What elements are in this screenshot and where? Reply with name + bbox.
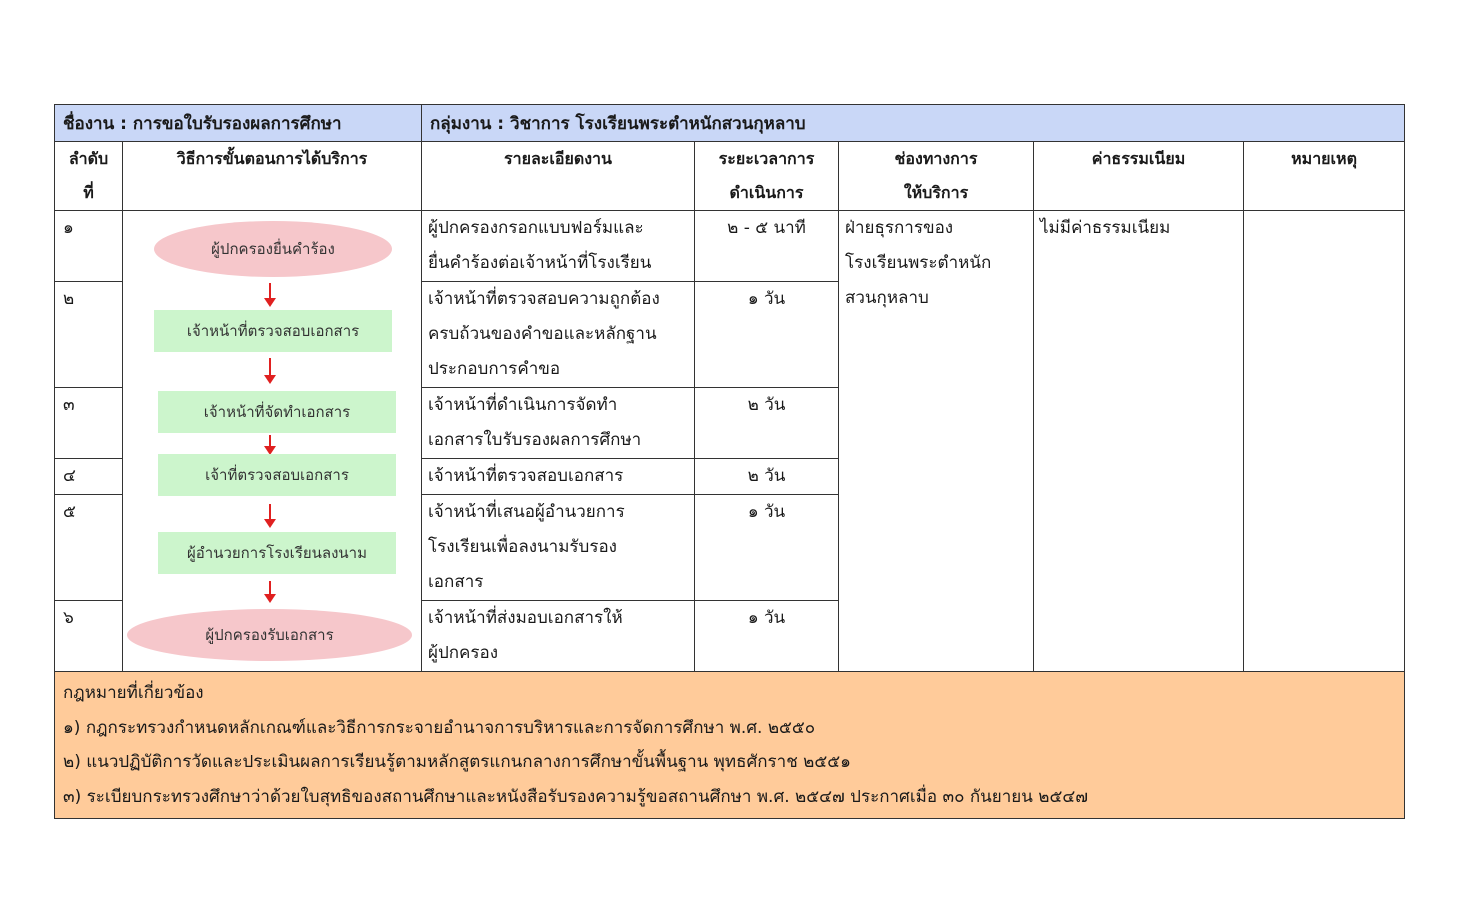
row-number: ๓ [55,388,123,459]
row-duration: ๒ วัน [695,459,839,495]
col-channel: ช่องทางการ ให้บริการ [839,142,1034,211]
col-order: ลำดับ ที่ [55,142,123,211]
col-note: หมายเหตุ [1244,142,1405,211]
table-row [55,211,1405,282]
flow-arrow [269,504,271,522]
work-group: กลุ่มงาน : วิชาการ โรงเรียนพระตำหนักสวนกุหลาบ [422,105,1405,142]
row-detail: ผู้ปกครองกรอกแบบฟอร์มและ ยื่นคำร้องต่อเจ้าหน้าที่โรงเรียน [422,211,695,282]
col-method: วิธีการขั้นตอนการได้บริการ [123,142,422,211]
law-item: ๒) แนวปฏิบัติการวัดและประเมินผลการเรียนรู้ตามหลักสูตรแกนกลางการศึกษาขั้นพื้นฐาน พุทธศักราช ๒๕๕๑ [63,752,851,772]
fee-value: ไม่มีค่าธรรมเนียม [1034,211,1244,672]
row-number: ๒ [55,282,123,388]
row-detail: เจ้าหน้าที่เสนอผู้อำนวยการ โรงเรียนเพื่อลงนามรับรอง เอกสาร [422,495,695,601]
row-number: ๔ [55,459,123,495]
service-document [54,104,1404,806]
flow-arrow [269,358,271,378]
flow-step-prepare-docs: เจ้าหน้าที่จัดทำเอกสาร [158,391,396,433]
row-detail: เจ้าหน้าที่ส่งมอบเอกสารให้ ผู้ปกครอง [422,601,695,672]
flow-arrow [269,435,271,449]
note-value [1244,211,1405,672]
flow-arrow [269,581,271,597]
row-number: ๕ [55,495,123,601]
flow-step-director-sign: ผู้อำนวยการโรงเรียนลงนาม [158,532,396,574]
law-item: ๑) กฎกระทรวงกำหนดหลักเกณฑ์และวิธีการกระจายอำนาจการบริหารและการจัดการศึกษา พ.ศ. ๒๕๕๐ [63,717,816,738]
law-item: ๓) ระเบียบกระทรวงศึกษาว่าด้วยใบสุทธิของสถานศึกษาและหนังสือรับรองความรู้ขอสถานศึกษา พ.ศ. ๒๕๔๗ ประกาศเมื่อ ๓๐ กันยายน ๒๕๔๗ [63,786,1089,807]
row-duration: ๒ - ๕ นาที [695,211,839,282]
col-fee: ค่าธรรมเนียม [1034,142,1244,211]
row-duration: ๑ วัน [695,601,839,672]
law-title: กฎหมายที่เกี่ยวข้อง [63,683,204,703]
row-detail: เจ้าหน้าที่ดำเนินการจัดทำ เอกสารใบรับรองผลการศึกษา [422,388,695,459]
service-table [54,104,1405,819]
row-detail: เจ้าหน้าที่ตรวจสอบเอกสาร [422,459,695,495]
flowchart-cell [123,211,422,672]
row-detail: เจ้าหน้าที่ตรวจสอบความถูกต้อง ครบถ้วนของคำขอและหลักฐาน ประกอบการคำขอ [422,282,695,388]
flowchart [123,211,420,667]
flow-step-verify-docs: เจ้าที่ตรวจสอบเอกสาร [158,454,396,496]
flow-end-oval: ผู้ปกครองรับเอกสาร [127,609,412,661]
row-number: ๑ [55,211,123,282]
job-name: ชื่องาน : การขอใบรับรองผลการศึกษา [55,105,422,142]
law-section [55,672,1405,819]
row-duration: ๒ วัน [695,388,839,459]
col-duration: ระยะเวลาการ ดำเนินการ [695,142,839,211]
flow-step-check-docs: เจ้าหน้าที่ตรวจสอบเอกสาร [154,310,392,352]
service-channel: ฝ่ายธุรการของ โรงเรียนพระตำหนัก สวนกุหลาบ [839,211,1034,672]
row-number: ๖ [55,601,123,672]
col-details: รายละเอียดงาน [422,142,695,211]
row-duration: ๑ วัน [695,282,839,388]
flow-start-oval: ผู้ปกครองยื่นคำร้อง [154,221,392,277]
row-duration: ๑ วัน [695,495,839,601]
flow-arrow [269,283,271,301]
